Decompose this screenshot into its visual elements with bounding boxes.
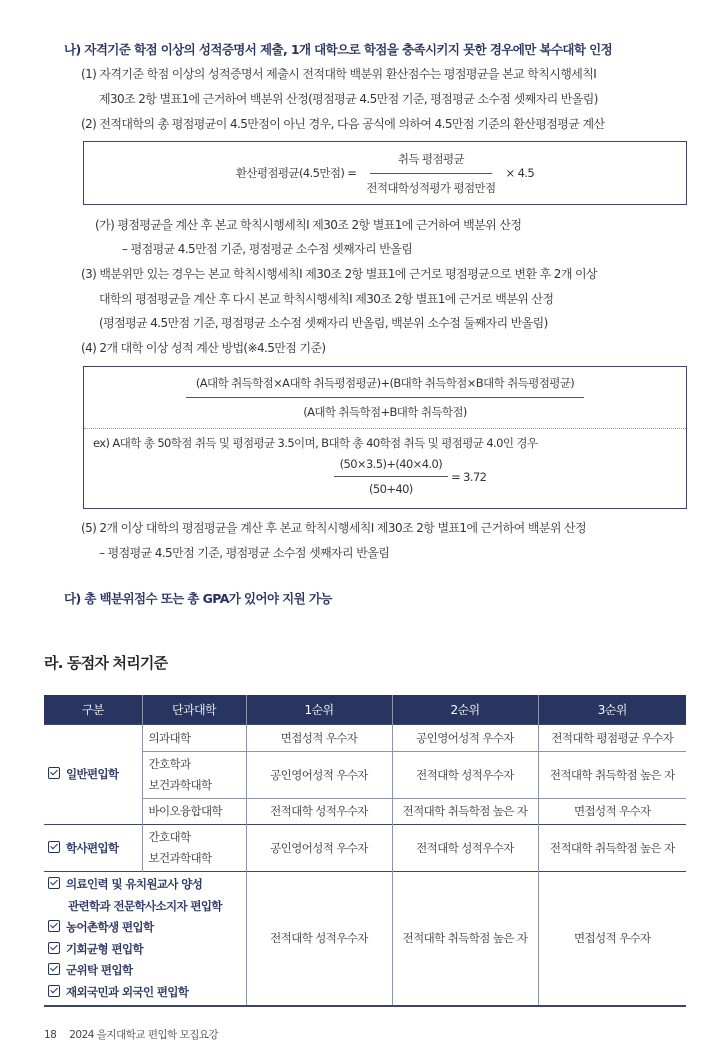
college-cell: [142, 825, 246, 872]
college-cell: 의과대학: [142, 725, 246, 752]
college-cell: 바이오융합대학: [142, 799, 246, 825]
tiebreak-table: [44, 695, 686, 1007]
item1-line2: 제30조 2항 별표1에 근거하여 백분위 산정(평점평균 4.5만점 기준, 평점평균 소수점 셋째자리 반올림): [99, 92, 598, 106]
example-text: ex) A대학 총 50학점 취득 및 평점평균 3.5이며, B대학 총 40학점 취득 및 평점평균 4.0인 경우: [93, 436, 538, 450]
rank1-cell: 전적대학 성적우수자: [246, 799, 392, 825]
rank3-cell: 면접성적 우수자: [538, 872, 686, 1007]
formula-box-multi-college: [83, 366, 687, 509]
college-cell: [142, 752, 246, 799]
special-category-item: 기회균형 편입학: [48, 939, 242, 961]
special-category-item: 재외국민과 외국인 편입학: [48, 982, 242, 1004]
college-line1: 간호학과: [148, 757, 191, 771]
example-fraction: [334, 457, 449, 496]
table-row: [44, 725, 686, 752]
page-number: 18: [44, 1029, 57, 1041]
example-numerator: (50×3.5)+(40×4.0): [334, 457, 449, 477]
rank3-cell: 면접성적 우수자: [538, 799, 686, 825]
category-general-label: 일반편입학: [66, 767, 119, 781]
section-da-heading: 다) 총 백분위점수 또는 총 GPA가 있어야 지원 가능: [64, 591, 332, 606]
checkbox-icon: [48, 841, 60, 853]
item2-text: (2) 전적대학의 총 평점평균이 4.5만점이 아닌 경우, 다음 공식에 의하여 4.5만점 기준의 환산평점평균 계산: [81, 117, 605, 131]
rank3-cell: 전적대학 취득학점 높은 자: [538, 825, 686, 872]
category-bachelor: [44, 825, 142, 872]
college-line2: 보건과학대학: [148, 851, 212, 865]
rank2-cell: 전적대학 성적우수자: [392, 752, 538, 799]
checkbox-icon: [48, 767, 60, 779]
rank1-cell: 면접성적 우수자: [246, 725, 392, 752]
rank3-cell: 전적대학 평점평균 우수자: [538, 725, 686, 752]
formula2-numerator: (A대학 취득학점×A대학 취득평점평균)+(B대학 취득학점×B대학 취득평점평균): [186, 375, 584, 398]
special-category-item: 의료인력 및 유치원교사 양성: [48, 874, 242, 896]
item2-ga-note: – 평점평균 4.5만점 기준, 평점평균 소수점 셋째자리 반올림: [122, 242, 413, 256]
header-rank2: 2순위: [392, 695, 538, 725]
section-na-heading: 나) 자격기준 학점 이상의 성적증명서 제출, 1개 대학으로 학점을 충족시키지 못한 경우에만 복수대학 인정: [64, 42, 613, 57]
formula2-denominator: (A대학 취득학점+B대학 취득학점): [303, 405, 467, 419]
header-rank1: 1순위: [246, 695, 392, 725]
rank2-cell: 전적대학 취득학점 높은 자: [392, 799, 538, 825]
item2-ga: (가) 평점평균을 계산 후 본교 학칙시행세칙Ⅰ 제30조 2항 별표1에 근거하여 백분위 산정: [95, 218, 522, 232]
table-row: [44, 825, 686, 872]
header-college: 단과대학: [142, 695, 246, 725]
special-category-item: 농어촌학생 편입학: [48, 917, 242, 939]
category-general: [44, 725, 142, 825]
item3-line3: (평점평균 4.5만점 기준, 평점평균 소수점 셋째자리 반올림, 백분위 소수점 둘째자리 반올림): [99, 316, 548, 330]
rank1-cell: 전적대학 성적우수자: [246, 872, 392, 1007]
rank1-cell: 공인영어성적 우수자: [246, 752, 392, 799]
item4-text: (4) 2개 대학 이상 성적 계산 방법(※4.5만점 기준): [81, 341, 326, 355]
item3-line1: (3) 백분위만 있는 경우는 본교 학칙시행세칙Ⅰ 제30조 2항 별표1에 근거로 평점평균으로 변환 후 2개 이상: [81, 267, 598, 281]
rank2-cell: 공인영어성적 우수자: [392, 725, 538, 752]
table-header-row: [44, 695, 686, 725]
table-row: [44, 872, 686, 1007]
rank3-cell: 전적대학 취득학점 높은 자: [538, 752, 686, 799]
special-category-item-cont: 관련학과 전문학사소지자 편입학: [68, 898, 222, 913]
college-line1: 간호대학: [148, 830, 191, 844]
item1-line1: (1) 자격기준 학점 이상의 성적증명서 제출시 전적대학 백분위 환산점수는 평점평균을 본교 학칙시행세칙Ⅰ: [81, 67, 597, 81]
checkbox-icon: [48, 963, 60, 975]
page-footer: [44, 1027, 218, 1042]
checkbox-icon: [48, 877, 60, 889]
formula-box-conversion: [83, 141, 687, 205]
item5-note: – 평점평균 4.5만점 기준, 평점평균 소수점 셋째자리 반올림: [99, 546, 390, 560]
checkbox-icon: [48, 920, 60, 932]
formula1-rhs: × 4.5: [505, 166, 535, 180]
category-bachelor-label: 학사편입학: [66, 840, 119, 855]
example-result: = 3.72: [451, 469, 487, 484]
header-rank3: 3순위: [538, 695, 686, 725]
doc-title: 2024 을지대학교 편입학 모집요강: [69, 1029, 219, 1041]
rank2-cell: 전적대학 성적우수자: [392, 825, 538, 872]
section-ra-title: 라. 동점자 처리기준: [44, 654, 168, 672]
category-special: [44, 872, 246, 1007]
header-category: 구분: [44, 695, 142, 725]
example-denominator: (50+40): [369, 482, 413, 496]
rank2-cell: 전적대학 취득학점 높은 자: [392, 872, 538, 1007]
college-line2: 보건과학대학: [148, 778, 212, 792]
formula1-denominator: 전적대학성적평가 평점만점: [366, 180, 496, 195]
item5-text: (5) 2개 이상 대학의 평점평균을 계산 후 본교 학칙시행세칙Ⅰ 제30조 2항 별표1에 근거하여 백분위 산정: [81, 521, 587, 535]
checkbox-icon: [48, 985, 60, 997]
checkbox-icon: [48, 942, 60, 954]
formula1-fraction: [360, 151, 501, 196]
formula1-numerator: 취득 평점평균: [370, 151, 492, 174]
formula1-lhs: 환산평점평균(4.5만점) =: [235, 166, 357, 180]
formula2-fraction: [186, 375, 584, 420]
rank1-cell: 공인영어성적 우수자: [246, 825, 392, 872]
special-category-item: 군위탁 편입학: [48, 960, 242, 982]
dotted-divider: [84, 428, 686, 429]
item3-line2: 대학의 평점평균을 계산 후 다시 본교 학칙시행세칙Ⅰ 제30조 2항 별표1에 근거로 백분위 산정: [99, 292, 554, 306]
